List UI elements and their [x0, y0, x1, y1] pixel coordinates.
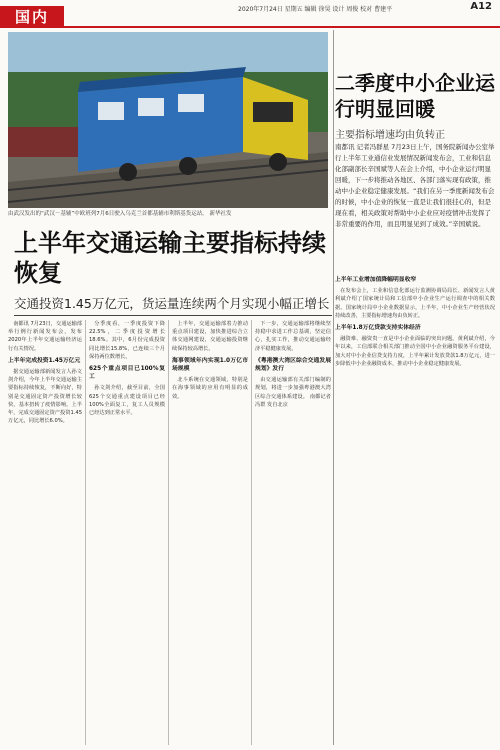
deck-rule — [14, 315, 332, 316]
photo-caption: 由武汉发出的“武汉－基辅”中欧班列7月6日驶入乌克兰首都基辅市利斯基货运站。 新华社发 — [8, 211, 232, 217]
side-body: 在发布会上，工业和信息化部运行监测协调局局长、新闻发言人黄利斌介绍了国家统计局和工信部中小企业生产运行调查中的相关数据。国家统计局中小企业数据显示，上半年，中小企业生产经营状况持续改善，主要指标增速均由负转正。 — [335, 288, 495, 319]
main-column-2 — [89, 320, 165, 417]
masthead-rule — [64, 26, 500, 28]
side-headline: 二季度中小企业运行明显回暖 — [335, 71, 495, 121]
date-line-text: 2020年7月24日 星期五 编辑 徐昊 设计 周俊 校对 曹建平 — [238, 6, 393, 13]
column-divider — [251, 320, 252, 745]
main-column-3 — [172, 320, 248, 401]
main-headline: 上半年交通运输主要指标持续恢复 — [14, 229, 326, 287]
masthead — [0, 0, 500, 30]
col4-subhead: 《粤港澳大湾区综合交通发展规划》发行 — [255, 357, 331, 373]
page-number: A12 — [470, 1, 492, 12]
col4-body2: 由交通运输部有关部门编制的规划，将进一步加强粤港澳大湾区综合交通体系建设。 南都记者 冯群 发自北京 — [255, 377, 331, 408]
date-line — [238, 4, 392, 13]
col4-body: 下一步，交通运输部将继续坚持稳中求进工作总基调，坚定信心，扎实工作，推动交通运输经济平稳健康发展。 — [255, 321, 331, 352]
main-deck: 交通投资1.45万亿元，货运量连续两个月实现小幅正增长 — [14, 296, 330, 311]
train-photo — [8, 32, 328, 208]
col1-subhead: 上半年完成投资1.45万亿元 — [8, 357, 81, 364]
side-section-title: 上半年工业增加值降幅明显收窄 — [335, 277, 417, 283]
col1-body: 据交通运输部新闻发言人孙文剑介绍，今年上半年交通运输主要指标持续恢复，不断向好，特别是交通固定资产投资增长较快，基本扭转了疫情影响。上半年，完成交通固定资产投资1.45万亿元，同比增长6.0%。 — [8, 369, 82, 425]
col2-body: 分季度看，一季度投资下降22.5%，二季度投资增长18.6%。其中，6月份完成投资同比增长15.8%，已连续三个月保持两位数增长。 — [89, 321, 165, 360]
side-section2-title: 上半年1.8万亿贷款支持实体经济 — [335, 325, 421, 332]
col3-subhead: 海事领域年内实现1.0万亿市场规模 — [172, 357, 248, 373]
section-tab: 国内 — [0, 6, 64, 28]
side-subhead: 主要指标增速均由负转正 — [335, 130, 445, 141]
col1-lead: 南都讯 7月23日，交通运输部举行例行新闻发布会，发布2020年上半年交通运输经济运行有关情况。 — [8, 321, 82, 352]
page-divider — [333, 30, 334, 745]
main-column-1 — [8, 320, 82, 425]
col3-body: 上半年，交通运输部着力推动重点项目建设，加快推进综合立体交通网建设，交通运输投资继续保持较高增长。 — [172, 321, 248, 352]
column-divider — [85, 320, 86, 745]
col2-subhead: 625个重点项目已100%复工 — [89, 366, 165, 381]
col3-body2: 北斗系统在交通领域，特别是在海事领域的应用有明显的成效。 — [172, 377, 248, 400]
col2-body2: 孙文剑介绍，截至目前，全国625个交通重点建设项目已经100%全面复工，复工人员规模已经达到正常水平。 — [89, 385, 165, 417]
side-lead: 南都讯 记者冯群星 7月23日上午，国务院新闻办公室举行上半年工业通信业发展情况新闻发布会，工业和信息化部副部长辛国斌等人在会上介绍，中小企业运行明显回暖，下一步将推动各地区、各部门落实现有政策，推动中小企业稳定健康发展。“我们在另一季度新闻发布会的时候，中小企业的恢复一直是让我们很挂心的，但是现在看，相关政策对帮助中小企业应对疫情冲击发挥了非常重要的作用，而且明显见到了成效。”辛国斌说。 — [335, 143, 495, 228]
side-body2: 融资难、融资贵一直是中小企业面临的突出问题。黄利斌介绍，今年以来，工信部联合相关部门推动全国中小企业融资服务平台建设，加大对中小企业信贷支持力度，上半年累计发放贷款1.8万亿元，进一步降低中小企业融资成本，推动中小企业稳定健康发展。 — [335, 336, 495, 367]
main-column-4 — [255, 320, 331, 409]
column-divider — [168, 320, 169, 745]
train-photo-illustration — [8, 32, 328, 208]
side-column — [335, 272, 495, 368]
